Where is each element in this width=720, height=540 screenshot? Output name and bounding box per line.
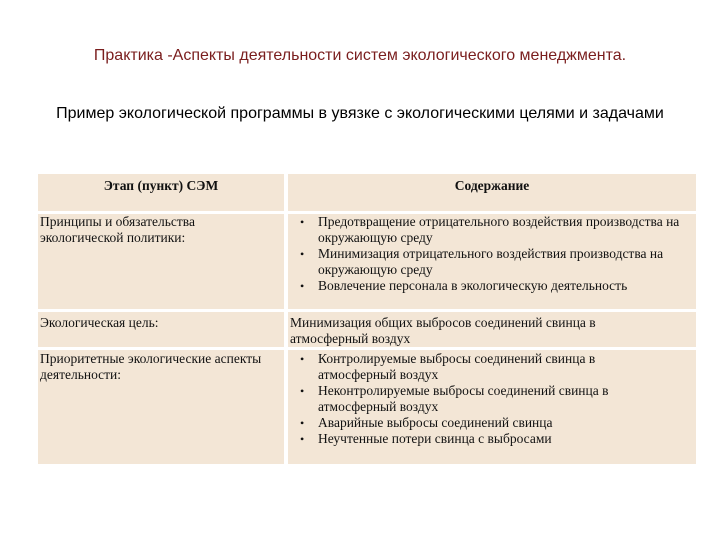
- list-item: • Вовлечение персонала в экологическую деятельность: [288, 278, 688, 294]
- list-item: • Аварийные выбросы соединений свинца: [288, 415, 658, 431]
- row-stage-aspects: Приоритетные экологические аспекты деятельности:: [40, 351, 262, 382]
- list-item: • Предотвращение отрицательного воздействия производства на окружающую среду: [288, 214, 688, 246]
- row-stage-policy: Принципы и обязательства экологической политики:: [40, 214, 195, 245]
- row-stage-goal: Экологическая цель:: [40, 315, 159, 330]
- header-content: Содержание: [454, 178, 530, 193]
- slide-subtitle: Пример экологической программы в увязке с экологическими целями и задачами: [56, 105, 664, 122]
- row-divider: [38, 347, 696, 350]
- list-item: • Неучтенные потери свинца с выбросами: [288, 431, 658, 447]
- list-item: • Неконтролируемые выбросы соединений свинца в атмосферный воздух: [288, 383, 658, 415]
- list-item: • Контролируемые выбросы соединений свинца в атмосферный воздух: [288, 351, 658, 383]
- header-stage: Этап (пункт) СЭМ: [103, 178, 219, 193]
- row-content-aspects: [288, 351, 658, 447]
- row-content-policy: [288, 214, 688, 294]
- row-divider: [38, 309, 696, 312]
- slide-title: Практика -Аспекты деятельности систем экологического менеджмента.: [93, 47, 627, 64]
- row-content-goal: Минимизация общих выбросов соединений свинца в атмосферный воздух: [290, 315, 596, 346]
- list-item: • Минимизация отрицательного воздействия производства на окружающую среду: [288, 246, 688, 278]
- eco-program-table: [38, 174, 696, 464]
